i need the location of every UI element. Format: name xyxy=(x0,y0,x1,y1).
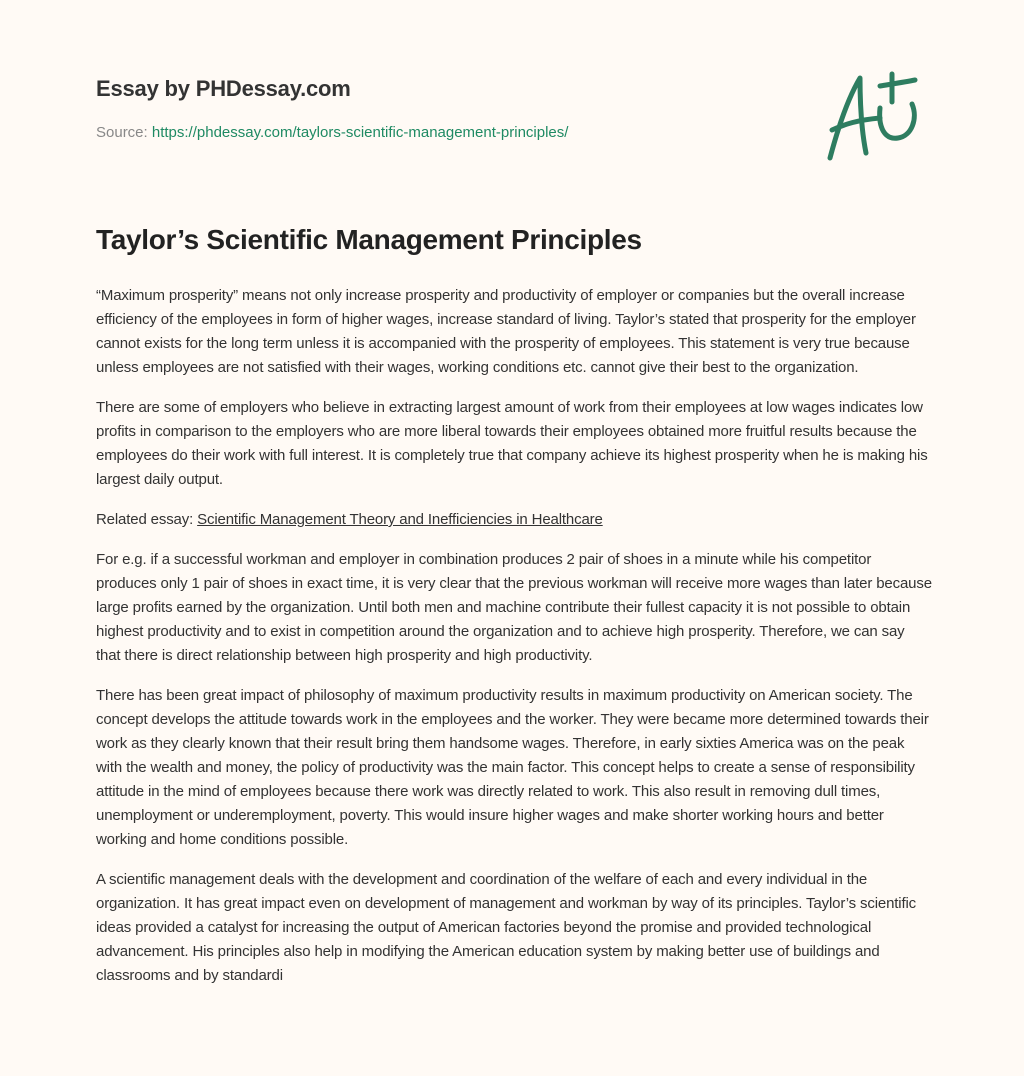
paragraph: There are some of employers who believe in extracting largest amount of work from their employees at low wages indicates low profits in comparison to the employers who are more liberal towards their employees obtained more fruitful results because the employees do their work with full interest. It is completely true that company achieve its highest prosperity when he is making his largest daily output. xyxy=(96,399,928,488)
a-plus-logo-icon xyxy=(820,68,930,168)
paragraph: A scientific management deals with the development and coordination of the welfare of each and every individual in the organization. It has great impact even on development of management and workman by way of its principles. Taylor’s scientific ideas provided a catalyst for increasing the output of American factories beyond the promise and provided technological advancement. His principles also help in modifying the American education system by making better use of buildings and classrooms and by standardi xyxy=(96,871,917,984)
source-line xyxy=(96,124,568,141)
source-label: Source: xyxy=(96,124,148,141)
paragraph: There has been great impact of philosophy of maximum productivity results in maximum productivity on American society. The concept develops the attitude towards work in the employees and the worker. They were became more determined towards their work as they clearly known that their result bring them handsome wages. Therefore, in early sixties America was on the peak with the wealth and money, the policy of productivity was the main factor. This concept helps to create a sense of responsibility attitude in the mind of employees because there work was directly related to work. This also result in removing dull times, unemployment or underemployment, poverty. This would insure higher wages and make shorter working hours and better working and home conditions possible. xyxy=(96,687,929,848)
paragraph: For e.g. if a successful workman and employer in combination produces 2 pair of shoes in a minute while his competitor produces only 1 pair of shoes in exact time, it is very clear that the previous workman will receive more wages than later because large profits earned by the organization. Until both men and machine contribute their fullest capacity it is not possible to obtain highest productivity and to exist in competition around the organization and to achieve high prosperity. Therefore, we can say that there is direct relationship between high prosperity and high productivity. xyxy=(96,551,932,664)
page-title: Taylor’s Scientific Management Principles xyxy=(96,224,642,255)
essay-body xyxy=(96,284,932,1004)
source-link[interactable]: https://phdessay.com/taylors-scientific-management-principles/ xyxy=(151,124,569,141)
site-brand: Essay by PHDessay.com xyxy=(96,76,351,101)
related-label: Related essay: xyxy=(96,511,194,528)
related-essay-link[interactable]: Scientific Management Theory and Inefficiencies in Healthcare xyxy=(197,511,603,528)
related-essay xyxy=(96,508,932,532)
paragraph: “Maximum prosperity” means not only increase prosperity and productivity of employer or companies but the overall increase efficiency of the employees in form of higher wages, increase standard of living. Taylor’s stated that prosperity for the employer cannot exists for the long term unless it is accompanied with the prosperity of employees. This statement is very true because unless employees are not satisfied with their wages, working conditions etc. cannot give their best to the organization. xyxy=(96,287,916,376)
